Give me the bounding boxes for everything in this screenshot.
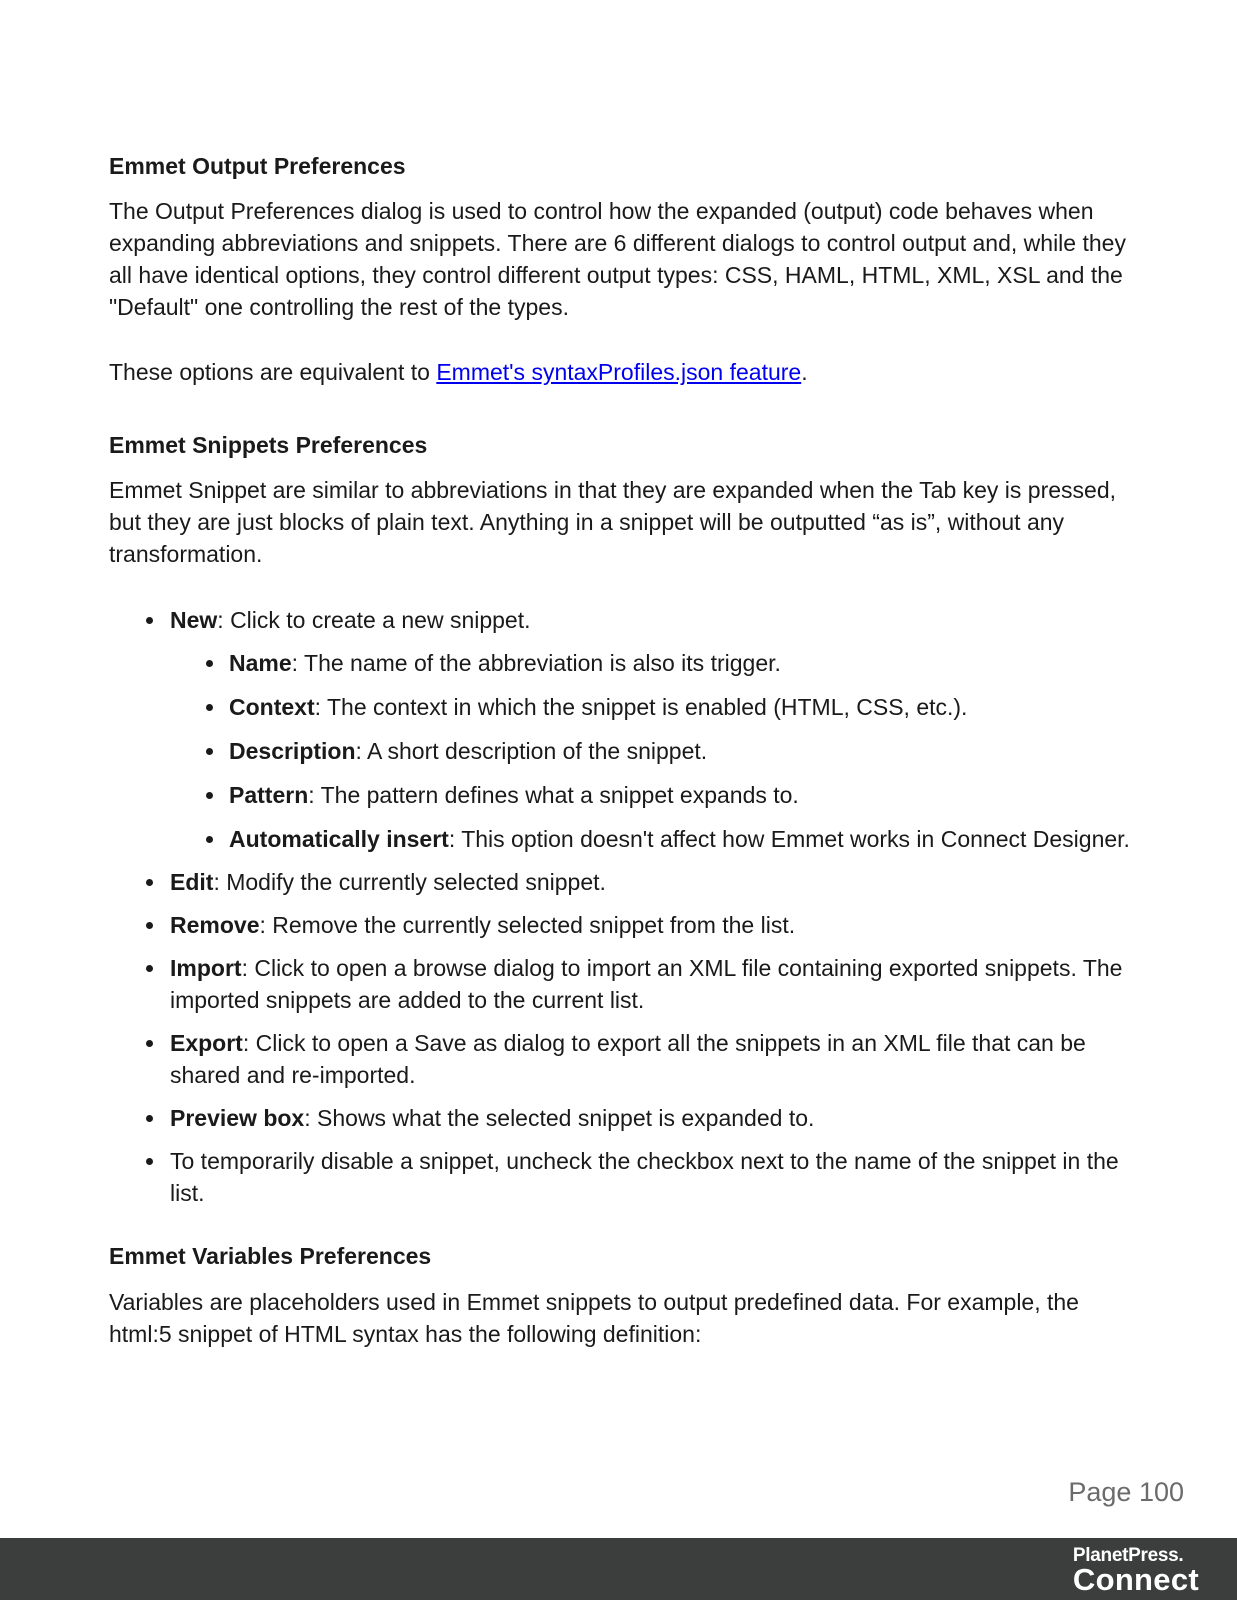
item-term: Context xyxy=(229,694,315,720)
syntax-profiles-link[interactable]: Emmet's syntaxProfiles.json feature xyxy=(436,359,802,385)
item-text: : Click to open a browse dialog to import an XML file containing exported snippets. The imported snippets are added to the current list. xyxy=(170,955,1123,1013)
list-item-preview-box xyxy=(109,1102,1139,1134)
list-item-import xyxy=(109,952,1139,1016)
bullet-icon xyxy=(146,922,153,929)
item-term: Edit xyxy=(170,869,214,895)
bullet-icon xyxy=(206,836,213,843)
planetpress-connect-logo xyxy=(1072,1545,1199,1597)
snippets-preferences-heading: Emmet Snippets Preferences xyxy=(109,432,428,458)
footer-bar xyxy=(0,1538,1237,1600)
snippets-preferences-paragraph: Emmet Snippet are similar to abbreviations in that they are expanded when the Tab key is pressed, but they are just blocks of plain text. Anything in a snippet will be outputted “as is”, without any transformation. xyxy=(109,477,1117,567)
item-term: Export xyxy=(170,1030,243,1056)
item-text: : The context in which the snippet is enabled (HTML, CSS, etc.). xyxy=(314,694,968,720)
item-text: : A short description of the snippet. xyxy=(355,738,708,764)
new-snippet-sub-list xyxy=(170,647,1139,855)
sub-item-automatically-insert xyxy=(170,823,1139,855)
equivalence-suffix: . xyxy=(801,359,808,385)
snippet-options-list xyxy=(109,604,1139,1209)
item-text: : This option doesn't affect how Emmet works in Connect Designer. xyxy=(448,826,1130,852)
sub-item-name xyxy=(170,647,1139,679)
list-item-remove xyxy=(109,909,1139,941)
item-text: : The name of the abbreviation is also its trigger. xyxy=(291,650,781,676)
equivalence-paragraph xyxy=(109,356,1139,388)
list-item-export xyxy=(109,1027,1139,1091)
bullet-icon xyxy=(146,617,153,624)
item-term: Pattern xyxy=(229,782,309,808)
equivalence-prefix: These options are equivalent to xyxy=(109,359,437,385)
output-preferences-heading: Emmet Output Preferences xyxy=(109,153,406,179)
item-text: : Remove the currently selected snippet from the list. xyxy=(259,912,796,938)
item-text: To temporarily disable a snippet, uncheck the checkbox next to the name of the snippet in the list. xyxy=(170,1148,1119,1206)
bullet-icon xyxy=(146,1158,153,1165)
variables-preferences-paragraph: Variables are placeholders used in Emmet snippets to output predefined data. For example, the html:5 snippet of HTML syntax has the following definition: xyxy=(109,1289,1079,1347)
bullet-icon xyxy=(206,704,213,711)
bullet-icon xyxy=(146,965,153,972)
item-term: Remove xyxy=(170,912,260,938)
item-term: Import xyxy=(170,955,242,981)
item-text: : Click to open a Save as dialog to export all the snippets in an XML file that can be shared and re-imported. xyxy=(170,1030,1086,1088)
bullet-icon xyxy=(146,879,153,886)
item-term: Name xyxy=(229,650,292,676)
sub-item-context xyxy=(170,691,1139,723)
item-term: Preview box xyxy=(170,1105,305,1131)
item-term: New xyxy=(170,607,218,633)
item-term: Description xyxy=(229,738,356,764)
bullet-icon xyxy=(146,1115,153,1122)
logo-text-bottom: Connect xyxy=(1072,1562,1199,1597)
sub-item-description xyxy=(170,735,1139,767)
bullet-icon xyxy=(206,748,213,755)
bullet-icon xyxy=(206,660,213,667)
item-text: : The pattern defines what a snippet expands to. xyxy=(308,782,799,808)
item-text: : Click to create a new snippet. xyxy=(217,607,531,633)
list-item-disable-snippet xyxy=(109,1145,1139,1209)
bullet-icon xyxy=(146,1040,153,1047)
list-item-edit xyxy=(109,866,1139,898)
output-preferences-paragraph: The Output Preferences dialog is used to control how the expanded (output) code behaves when expanding abbreviations and snippets. There are 6 different dialogs to control output and, while they all have identical options, they control different output types: CSS, HAML, HTML, XML, XSL and the "Default" one controlling the rest of the types. xyxy=(109,198,1126,320)
sub-item-pattern xyxy=(170,779,1139,811)
page-number: Page 100 xyxy=(1068,1477,1184,1507)
logo-text-top: PlanetPress. xyxy=(1072,1545,1184,1566)
item-term: Automatically insert xyxy=(229,826,449,852)
document-body xyxy=(109,148,1139,1350)
item-text: : Modify the currently selected snippet. xyxy=(213,869,606,895)
variables-preferences-heading: Emmet Variables Preferences xyxy=(109,1243,432,1269)
item-text: : Shows what the selected snippet is expanded to. xyxy=(304,1105,815,1131)
list-item-new xyxy=(109,604,1139,855)
bullet-icon xyxy=(206,792,213,799)
